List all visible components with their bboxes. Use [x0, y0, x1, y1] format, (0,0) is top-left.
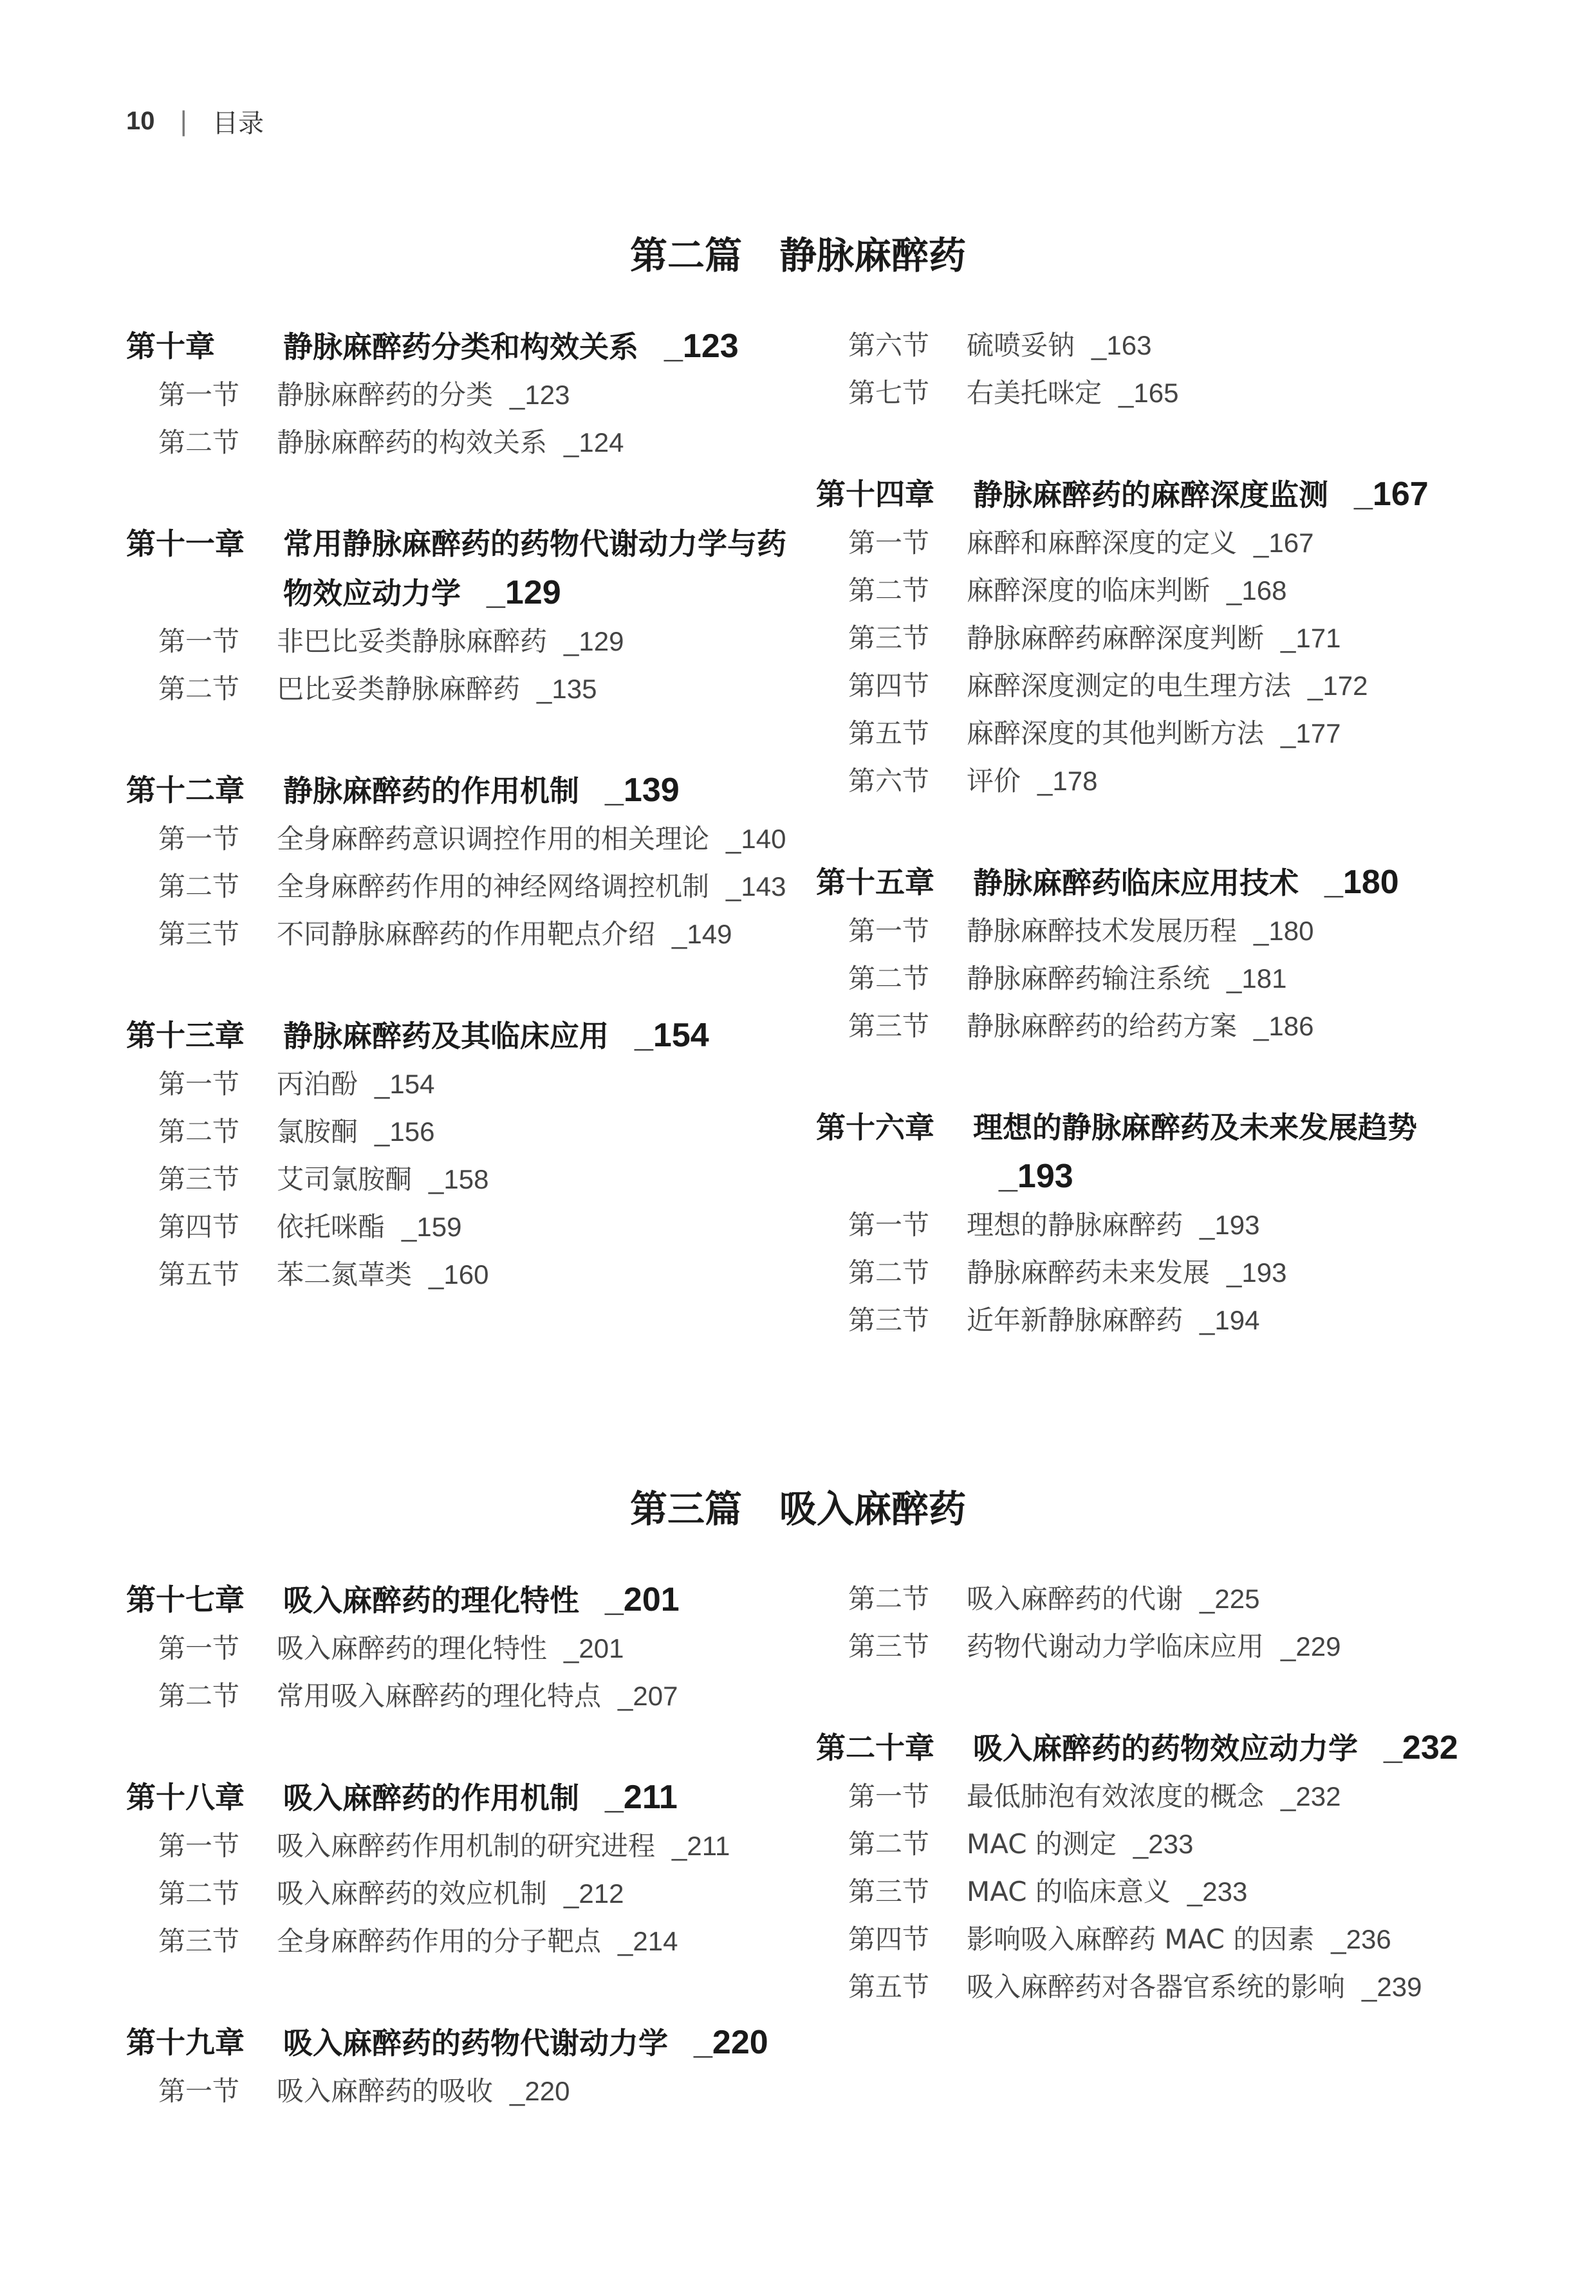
section-title: 常用吸入麻醉药的理化特点 — [277, 1680, 602, 1712]
section-title-block — [277, 1251, 795, 1299]
chapter-entry[interactable] — [126, 2018, 795, 2068]
section-page: _160 — [429, 1259, 489, 1290]
section-number: 第一节 — [158, 823, 240, 855]
chapter-gap — [126, 1720, 795, 1773]
chapter-title-block — [973, 1723, 1485, 1773]
section-title-block — [277, 1060, 795, 1108]
chapter-entry[interactable] — [816, 470, 1485, 519]
section-number: 第一节 — [158, 1633, 240, 1664]
chapter-title: 静脉麻醉药临床应用技术 — [973, 866, 1299, 900]
section-title-block — [277, 1108, 795, 1156]
section-entry[interactable] — [848, 907, 1485, 955]
header-separator: | — [179, 106, 188, 136]
section-title-block — [967, 757, 1485, 805]
section-number: 第四节 — [848, 670, 930, 701]
section-entry[interactable] — [848, 662, 1485, 710]
toc-column-left — [126, 1575, 795, 2115]
chapter-entry[interactable] — [816, 858, 1485, 907]
chapter-entry[interactable] — [126, 1773, 795, 1822]
section-title: 吸入麻醉药对各器官系统的影响 — [967, 1971, 1346, 2003]
part-title-text: 第三篇 吸入麻醉药 — [629, 1487, 966, 1531]
section-page: _236 — [1331, 1924, 1391, 1954]
chapter-number: 第十五章 — [816, 865, 934, 900]
section-title: 静脉麻醉药的构效关系 — [277, 427, 548, 458]
section-entry[interactable] — [848, 1963, 1485, 2011]
section-title-block — [967, 1201, 1485, 1249]
chapter-title-block — [973, 1103, 1485, 1201]
section-title: 右美托咪定 — [967, 377, 1102, 409]
section-entry[interactable] — [158, 2068, 795, 2115]
chapter-title-block — [283, 2018, 795, 2068]
chapter-gap — [126, 467, 795, 519]
section-page: _163 — [1091, 330, 1152, 360]
section-title: 静脉麻醉药未来发展 — [967, 1257, 1211, 1288]
section-number: 第一节 — [848, 1781, 930, 1812]
section-page: _129 — [564, 626, 624, 656]
section-title: 不同静脉麻醉药的作用靶点介绍 — [277, 918, 656, 950]
section-page: _180 — [1254, 916, 1314, 946]
section-entry[interactable] — [158, 1870, 795, 1918]
chapter-number: 第十四章 — [816, 477, 934, 512]
section-entry[interactable] — [158, 665, 795, 713]
section-entry[interactable] — [848, 567, 1485, 615]
section-number: 第二节 — [158, 1116, 240, 1147]
section-number: 第二节 — [158, 673, 240, 705]
section-title: 近年新静脉麻醉药 — [967, 1304, 1183, 1336]
chapter-gap — [816, 417, 1485, 470]
section-title-block — [277, 618, 795, 665]
section-title: 依托咪酯 — [277, 1211, 385, 1243]
section-number: 第二节 — [848, 1828, 930, 1860]
section-page: _225 — [1200, 1584, 1260, 1614]
section-title-block — [967, 1820, 1485, 1868]
section-entry[interactable] — [848, 519, 1485, 567]
section-entry[interactable] — [158, 1918, 795, 1965]
section-entry[interactable] — [848, 1201, 1485, 1249]
section-page: _168 — [1227, 575, 1287, 606]
section-number: 第三节 — [848, 1304, 930, 1336]
section-entry[interactable] — [158, 863, 795, 911]
section-title-block — [967, 1623, 1485, 1671]
section-number: 第三节 — [848, 622, 930, 654]
chapter-title: 静脉麻醉药的麻醉深度监测 — [973, 477, 1328, 512]
section-page: _154 — [375, 1069, 435, 1099]
section-page: _193 — [1200, 1210, 1260, 1240]
section-title-block — [277, 1156, 795, 1203]
section-entry[interactable] — [848, 369, 1485, 417]
section-title-block — [967, 1963, 1485, 2011]
chapter-entry[interactable] — [816, 1103, 1485, 1201]
section-page: _193 — [1227, 1257, 1287, 1288]
section-entry[interactable] — [848, 1575, 1485, 1623]
chapter-gap — [816, 1050, 1485, 1103]
chapter-number: 第十二章 — [126, 773, 245, 808]
chapter-title: 静脉麻醉药的作用机制 — [283, 773, 579, 808]
section-title: 巴比妥类静脉麻醉药 — [277, 673, 521, 705]
section-page: _124 — [564, 427, 624, 458]
section-title-block — [967, 1249, 1485, 1297]
section-title: 全身麻醉药作用的分子靶点 — [277, 1925, 602, 1957]
section-entry[interactable] — [158, 911, 795, 958]
chapter-title: 吸入麻醉药的药物效应动力学 — [973, 1731, 1358, 1766]
section-page: _212 — [564, 1878, 624, 1909]
section-page: _220 — [510, 2076, 570, 2106]
section-title: 麻醉深度的其他判断方法 — [967, 718, 1265, 749]
section-page: _156 — [375, 1116, 435, 1147]
section-page: _201 — [564, 1633, 624, 1663]
section-page: _159 — [402, 1212, 462, 1242]
section-number: 第一节 — [848, 1209, 930, 1241]
section-number: 第一节 — [158, 625, 240, 657]
chapter-page: _232 — [1384, 1729, 1458, 1766]
chapter-title: 静脉麻醉药及其临床应用 — [283, 1019, 609, 1053]
chapter-gap — [126, 958, 795, 1011]
chapter-title-block — [973, 858, 1485, 907]
section-title: MAC 的测定 — [967, 1828, 1117, 1860]
chapter-title-block — [283, 322, 795, 371]
toc-column-right — [816, 1575, 1485, 2011]
section-page: _232 — [1281, 1781, 1341, 1811]
section-number: 第三节 — [848, 1631, 930, 1662]
chapter-number: 第十九章 — [126, 2025, 245, 2060]
section-entry[interactable] — [848, 1297, 1485, 1344]
section-page: _194 — [1200, 1305, 1260, 1335]
section-number: 第六节 — [848, 329, 930, 361]
section-title: 影响吸入麻醉药 MAC 的因素 — [967, 1923, 1315, 1955]
chapter-number: 第十七章 — [126, 1582, 245, 1617]
section-title: 理想的静脉麻醉药 — [967, 1209, 1183, 1241]
section-title: 麻醉和麻醉深度的定义 — [967, 527, 1238, 559]
section-entry[interactable] — [848, 322, 1485, 369]
section-title-block — [967, 1297, 1485, 1344]
section-title-block — [967, 519, 1485, 567]
section-number: 第四节 — [848, 1923, 930, 1955]
section-page: _233 — [1187, 1876, 1248, 1907]
section-page: _178 — [1037, 766, 1098, 796]
section-title: 麻醉深度测定的电生理方法 — [967, 670, 1292, 701]
chapter-page: _154 — [635, 1017, 709, 1054]
section-title-block — [277, 1918, 795, 1965]
section-title-block — [967, 955, 1485, 1003]
section-number: 第一节 — [158, 1068, 240, 1100]
section-number: 第五节 — [158, 1259, 240, 1290]
section-title-block — [277, 1203, 795, 1251]
section-number: 第一节 — [848, 915, 930, 947]
section-number: 第一节 — [158, 2075, 240, 2107]
section-page: _214 — [618, 1926, 678, 1956]
section-title: 艾司氯胺酮 — [277, 1163, 413, 1195]
section-number: 第二节 — [158, 1680, 240, 1712]
section-title: 评价 — [967, 765, 1021, 797]
section-title-block — [967, 567, 1485, 615]
section-entry[interactable] — [848, 710, 1485, 757]
chapter-entry[interactable] — [126, 519, 795, 618]
section-entry[interactable] — [848, 1868, 1485, 1916]
section-title-block — [277, 2068, 795, 2115]
section-title: 苯二氮䓬类 — [277, 1259, 413, 1290]
section-title: 吸入麻醉药的效应机制 — [277, 1878, 548, 1909]
section-number: 第一节 — [158, 379, 240, 411]
section-title: 静脉麻醉技术发展历程 — [967, 915, 1238, 947]
section-number: 第三节 — [158, 918, 240, 950]
page-number: 10 — [126, 107, 155, 135]
chapter-number: 第二十章 — [816, 1730, 934, 1765]
section-number: 第二节 — [158, 871, 240, 902]
section-page: _158 — [429, 1164, 489, 1194]
chapter-title-block — [283, 1575, 795, 1625]
chapter-title-block — [973, 470, 1485, 519]
section-number: 第二节 — [848, 963, 930, 994]
chapter-number: 第十八章 — [126, 1780, 245, 1815]
chapter-title: 理想的静脉麻醉药及未来发展趋势 — [973, 1110, 1417, 1145]
chapter-title: 常用静脉麻醉药的药物代谢动力学与药物效应动力学 — [283, 526, 786, 611]
section-title: 硫喷妥钠 — [967, 329, 1075, 361]
section-title-block — [277, 1672, 795, 1720]
section-page: _172 — [1308, 671, 1368, 701]
section-title-block — [967, 1003, 1485, 1050]
section-number: 第三节 — [848, 1876, 930, 1907]
section-number: 第五节 — [848, 718, 930, 749]
section-page: _165 — [1118, 378, 1179, 408]
section-entry[interactable] — [848, 1916, 1485, 1963]
header-title: 目录 — [212, 109, 264, 138]
chapter-title: 吸入麻醉药的作用机制 — [283, 1781, 579, 1815]
section-title-block — [967, 369, 1485, 417]
section-title-block — [967, 907, 1485, 955]
section-entry[interactable] — [848, 757, 1485, 805]
chapter-number: 第十六章 — [816, 1110, 934, 1145]
section-title: 静脉麻醉药输注系统 — [967, 963, 1211, 994]
chapter-entry[interactable] — [126, 1575, 795, 1625]
section-entry[interactable] — [158, 371, 795, 419]
section-number: 第一节 — [848, 527, 930, 559]
section-entry[interactable] — [158, 1156, 795, 1203]
section-entry[interactable] — [848, 1773, 1485, 1820]
section-title-block — [277, 911, 795, 958]
section-number: 第五节 — [848, 1971, 930, 2003]
section-number: 第三节 — [158, 1925, 240, 1957]
section-page: _239 — [1362, 1972, 1422, 2002]
section-page: _186 — [1254, 1011, 1314, 1041]
section-title: 静脉麻醉药的给药方案 — [967, 1010, 1238, 1042]
section-number: 第二节 — [158, 427, 240, 458]
section-number: 第二节 — [158, 1878, 240, 1909]
section-entry[interactable] — [158, 815, 795, 863]
chapter-title-block — [283, 519, 795, 618]
section-title-block — [277, 863, 795, 911]
section-title: 全身麻醉药意识调控作用的相关理论 — [277, 823, 710, 855]
section-number: 第一节 — [158, 1830, 240, 1862]
section-page: _229 — [1281, 1631, 1341, 1662]
section-title-block — [277, 371, 795, 419]
section-number: 第六节 — [848, 765, 930, 797]
part-title-3 — [0, 1479, 1596, 1533]
chapter-page: _129 — [487, 574, 561, 611]
section-title-block — [967, 1916, 1485, 1963]
chapter-page: _220 — [694, 2024, 768, 2061]
section-title: 麻醉深度的临床判断 — [967, 575, 1211, 606]
chapter-entry[interactable] — [126, 766, 795, 815]
section-number: 第二节 — [848, 1583, 930, 1615]
section-entry[interactable] — [848, 955, 1485, 1003]
section-title: 丙泊酚 — [277, 1068, 358, 1100]
chapter-title: 静脉麻醉药分类和构效关系 — [283, 329, 638, 364]
chapter-number: 第十三章 — [126, 1018, 245, 1053]
chapter-gap — [816, 805, 1485, 858]
section-number: 第二节 — [848, 1257, 930, 1288]
section-title: 全身麻醉药作用的神经网络调控机制 — [277, 871, 710, 902]
part-title-2 — [0, 225, 1596, 279]
section-title: 静脉麻醉药的分类 — [277, 379, 494, 411]
section-entry[interactable] — [848, 1820, 1485, 1868]
section-title-block — [277, 1822, 795, 1870]
section-page: _171 — [1281, 623, 1341, 653]
section-entry[interactable] — [848, 1003, 1485, 1050]
chapter-number: 第十章 — [126, 329, 215, 364]
chapter-page: _193 — [999, 1158, 1073, 1195]
section-number: 第三节 — [158, 1163, 240, 1195]
section-number: 第七节 — [848, 377, 930, 409]
chapter-title-block — [283, 1011, 795, 1060]
part-title-text: 第二篇 静脉麻醉药 — [629, 234, 966, 277]
section-title-block — [967, 1575, 1485, 1623]
section-page: _123 — [510, 380, 570, 410]
section-entry[interactable] — [848, 615, 1485, 662]
toc-column-right — [816, 322, 1485, 1344]
section-page: _167 — [1254, 528, 1314, 558]
section-title-block — [277, 1625, 795, 1672]
chapter-entry[interactable] — [816, 1723, 1485, 1773]
section-number: 第三节 — [848, 1010, 930, 1042]
section-entry[interactable] — [158, 1625, 795, 1672]
section-page: _181 — [1227, 963, 1287, 994]
section-page: _211 — [672, 1831, 730, 1861]
chapter-page: _139 — [605, 772, 680, 809]
chapter-page: _167 — [1354, 476, 1429, 513]
chapter-entry[interactable] — [126, 322, 795, 371]
section-entry[interactable] — [158, 1822, 795, 1870]
section-entry[interactable] — [158, 1108, 795, 1156]
chapter-title-block — [283, 1773, 795, 1822]
section-title: 氯胺酮 — [277, 1116, 358, 1147]
section-page: _149 — [672, 919, 732, 949]
chapter-entry[interactable] — [126, 1011, 795, 1060]
section-title-block — [277, 1870, 795, 1918]
section-entry[interactable] — [158, 1060, 795, 1108]
chapter-page: _123 — [664, 328, 739, 365]
section-entry[interactable] — [158, 419, 795, 467]
section-title-block — [967, 1773, 1485, 1820]
section-page: _140 — [726, 824, 786, 854]
section-title: 非巴比妥类静脉麻醉药 — [277, 625, 548, 657]
section-page: _135 — [537, 674, 597, 704]
section-title: 最低肺泡有效浓度的概念 — [967, 1781, 1265, 1812]
chapter-page: _211 — [605, 1779, 678, 1816]
section-page: _233 — [1133, 1829, 1194, 1859]
section-title-block — [277, 665, 795, 713]
section-entry[interactable] — [848, 1249, 1485, 1297]
chapter-title-block — [283, 766, 795, 815]
section-entry[interactable] — [158, 1672, 795, 1720]
section-entry[interactable] — [158, 1251, 795, 1299]
section-title-block — [967, 662, 1485, 710]
section-title: 静脉麻醉药麻醉深度判断 — [967, 622, 1265, 654]
chapter-title: 吸入麻醉药的理化特性 — [283, 1583, 579, 1618]
chapter-page: _180 — [1324, 864, 1399, 901]
section-title: 吸入麻醉药的吸收 — [277, 2075, 494, 2107]
section-page: _177 — [1281, 718, 1341, 748]
chapter-gap — [126, 1965, 795, 2018]
section-title: 吸入麻醉药作用机制的研究进程 — [277, 1830, 656, 1862]
chapter-gap — [126, 713, 795, 766]
toc-column-left — [126, 322, 795, 1299]
section-number: 第四节 — [158, 1211, 240, 1243]
section-entry[interactable] — [848, 1623, 1485, 1671]
section-title-block — [967, 322, 1485, 369]
section-number: 第二节 — [848, 575, 930, 606]
chapter-title: 吸入麻醉药的药物代谢动力学 — [283, 2026, 668, 2060]
section-entry[interactable] — [158, 618, 795, 665]
section-title-block — [967, 615, 1485, 662]
section-title: 吸入麻醉药的理化特性 — [277, 1633, 548, 1664]
section-title: 药物代谢动力学临床应用 — [967, 1631, 1265, 1662]
chapter-gap — [816, 1671, 1485, 1723]
section-page: _143 — [726, 871, 786, 902]
chapter-page: _201 — [605, 1581, 680, 1618]
section-title-block — [277, 815, 795, 863]
section-title-block — [967, 710, 1485, 757]
section-title-block — [277, 419, 795, 467]
section-title: MAC 的临床意义 — [967, 1876, 1171, 1907]
chapter-number: 第十一章 — [126, 526, 245, 561]
section-entry[interactable] — [158, 1203, 795, 1251]
section-page: _207 — [618, 1681, 678, 1711]
running-header — [126, 103, 264, 140]
section-title-block — [967, 1868, 1485, 1916]
section-title: 吸入麻醉药的代谢 — [967, 1583, 1183, 1615]
